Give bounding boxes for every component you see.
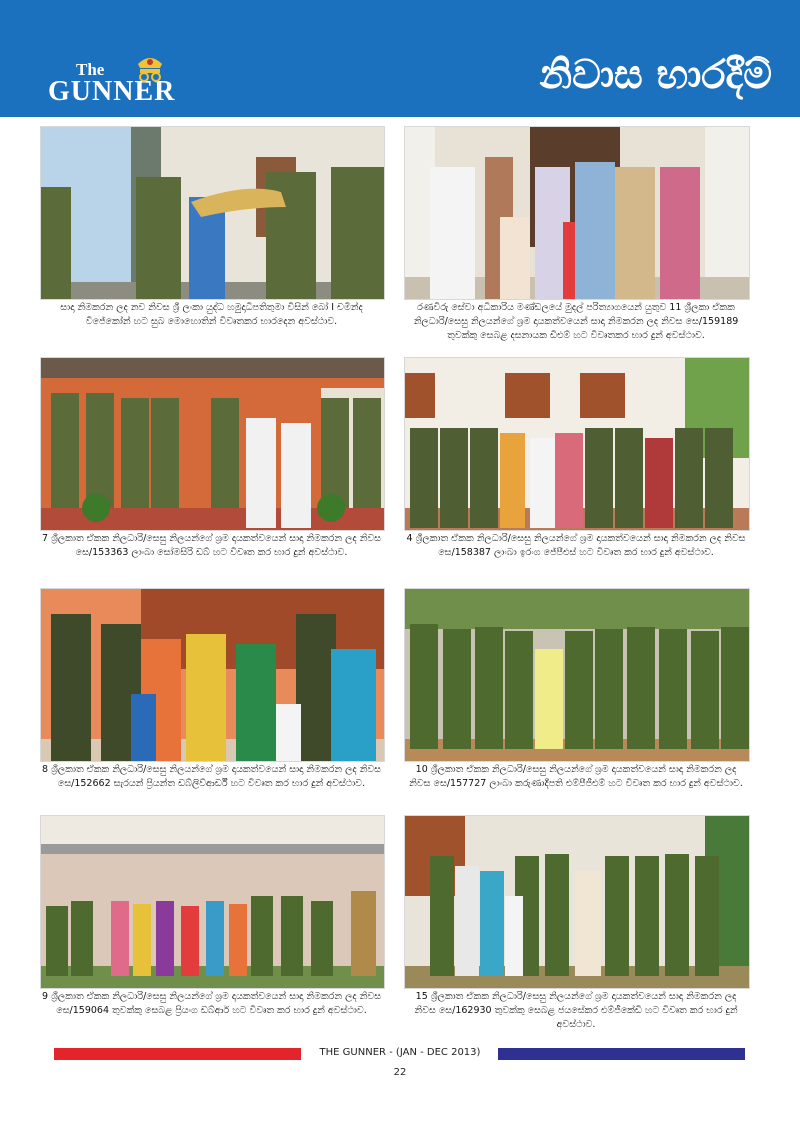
- caption-2: රණවිරු සේවා අධිකාරිය මණ්ඩලයේ මුදල් පරිත්‍යාගයෙන් යුතුව 11 ශ්‍රීලකා ඒකක නිලධාරි/සෙසු නිලයන්ගේ ශ්‍රම දායකත්වයෙන් සාදා නිමකරන ලද නිවස සෙ/159189 තුවක්කු සෙබළ දසනායක ඩීඑම් හට විවෘතකර භාර දුන් අවස්ථාව.: [413, 302, 739, 341]
- photo-10-regiment: [404, 588, 750, 762]
- caption-4: 4 ශ්‍රීලකාත ඒකක නිලධාරි/සෙසු නිලයන්ගේ ශ්‍රම දායකත්වයෙන් සාදා නිමකරන ලද නිවස සෙ/158387 ලාංබා ඉරංග ජේපීඑස් හට විවෘත කර භාර දුන් අවස්ථාව.: [406, 533, 746, 558]
- photo-9-regiment: [40, 815, 385, 989]
- caption-6: 10 ශ්‍රීලකාත ඒකක නිලධාරි/සෙසු නිලයන්ගේ ශ්‍රම දායකත්වයෙන් සාදා නිමකරන ලද නිවස සෙ/157727 ලාංබා කරුණාදීපති එම්පීජීඑම් හට විවෘත කර භාර දුන් අවස්ථාව.: [409, 764, 743, 789]
- page-title: නිවාස භාරදීම්: [539, 52, 772, 98]
- footer-blue-bar: [498, 1048, 745, 1060]
- photo-family-handover-1: [404, 126, 750, 300]
- caption-8: 15 ශ්‍රීලකාත ඒකක නිලධාරි/සෙසු නිලයන්ගේ ශ්‍රම දායකත්වයෙන් සාදා නිමකරන ලද නිවස සෙ/162930 තුවක්කු සෙබළ ජයසේකර එම්ජීකේඩී හට විවෘත කර භාර දුන් අවස්ථාව.: [414, 991, 738, 1030]
- page-header: [0, 0, 800, 117]
- photo-15-regiment: [404, 815, 750, 989]
- artillery-crest-icon: [134, 54, 166, 84]
- the-gunner-logo: [48, 52, 188, 110]
- caption-5: 8 ශ්‍රීලකාත ඒකක නිලධාරි/සෙසු නිලයන්ගේ ශ්‍රම දායකත්වයෙන් සාදා නිමකරන ලද නිවස සෙ/152662 සැරයන් ප්‍රියන්ත ඩබ්ලිව්ආර්ඩී හට විවෘත කර භාර දුන් අවස්ථාව.: [42, 764, 381, 789]
- footer-red-bar: [54, 1048, 301, 1060]
- caption-3: 7 ශ්‍රීලකාත ඒකක නිලධාරි/සෙසු නිලයන්ගේ ශ්‍රම දායකත්වයෙන් සාදා නිමකරන ලද නිවස සෙ/153363 ලාංබා සෝමසිරි ඩබ් හට විවෘත කර භාර දුන් අවස්ථාව.: [42, 533, 381, 558]
- caption-7: 9 ශ්‍රීලකාත ඒකක නිලධාරි/සෙසු නිලයන්ගේ ශ්‍රම දායකත්වයෙන් සාදා නිමකරන ලද නිවස සෙ/159064 තුවක්කු සෙබළ ප්‍රියංග ඩබ්ආර් හට විවෘත කර භාර දුන් අවස්ථාව.: [42, 991, 381, 1016]
- photo-4-regiment: [404, 357, 750, 531]
- logo-the-text: The: [76, 60, 105, 79]
- page-number: 22: [393, 1067, 407, 1078]
- photo-key-handover: [40, 126, 385, 300]
- footer-publication: THE GUNNER - (JAN - DEC 2013): [319, 1047, 481, 1058]
- photo-7-regiment: [40, 357, 385, 531]
- caption-1: සාදා නිමකරන ලද නව නිවස ශ්‍රී ලංකා යුද්ධ හමුදාධිපතිතුමා විසින් බෝ I චමින්ද විජේකෝන් හට සුබ මොහොතින් විවෘතකර භාරදෙන අවස්ථාව.: [60, 302, 363, 327]
- photo-8-regiment: [40, 588, 385, 762]
- logo-gunner-text: GUNNER: [48, 76, 176, 107]
